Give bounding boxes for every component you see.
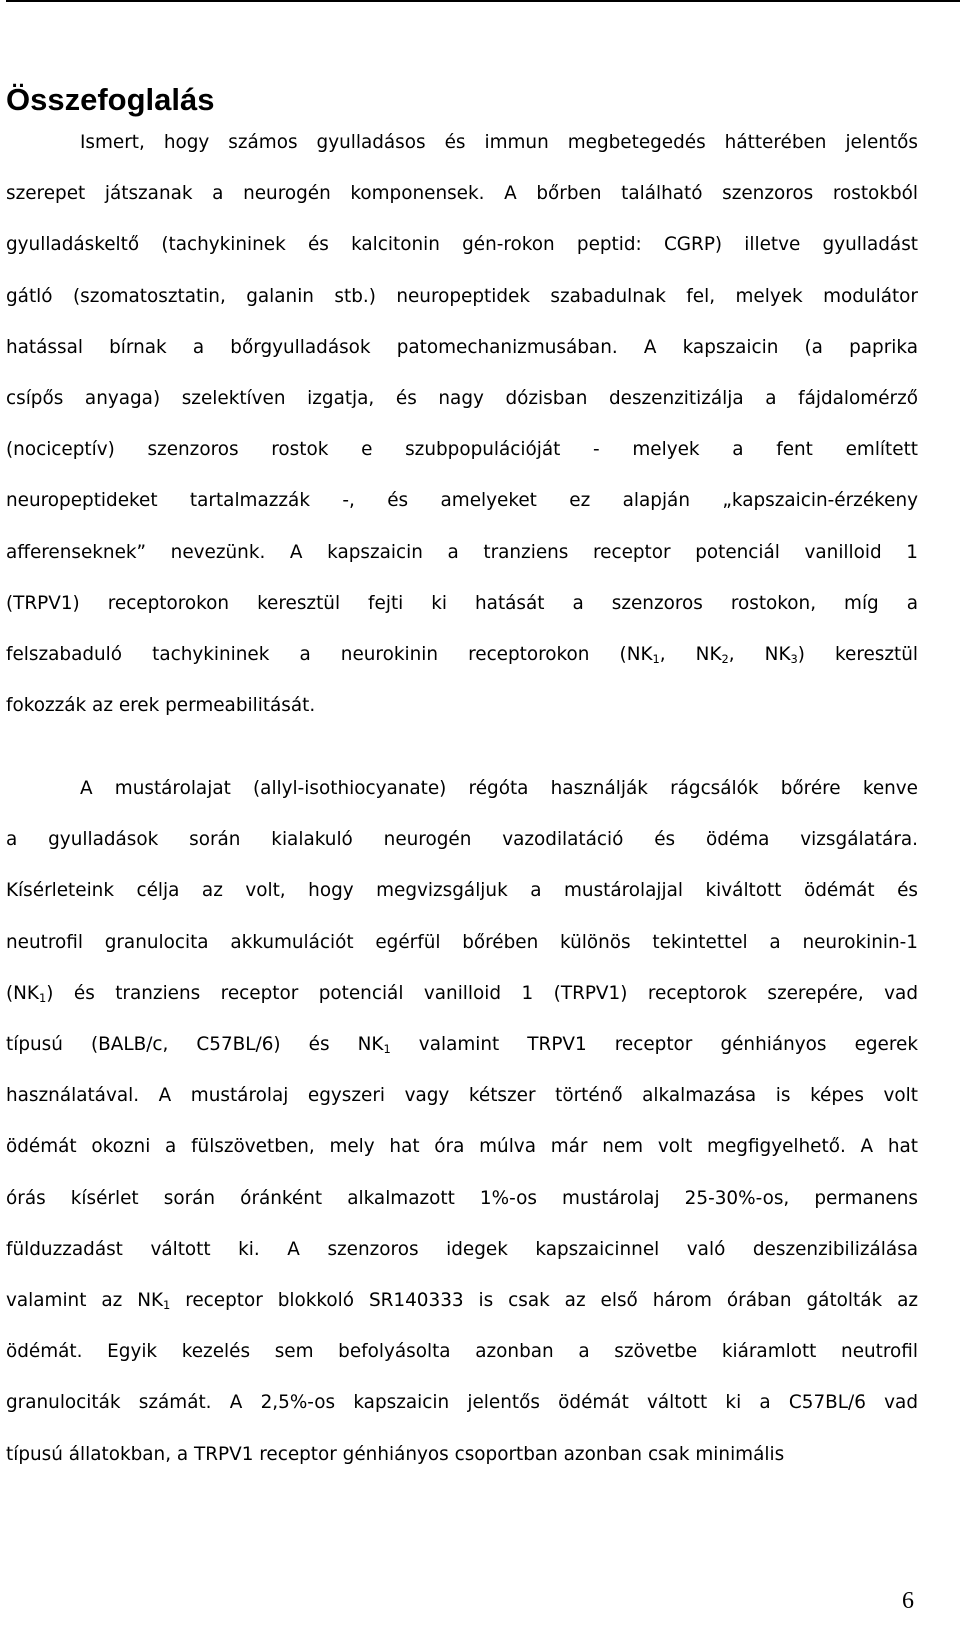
text-segment: , NK xyxy=(728,644,791,666)
text-line xyxy=(6,322,918,373)
text-segment: Kísérleteink célja az volt, hogy megvizsgáljuk a mustárolajjal kiváltott ödémát és xyxy=(6,880,918,902)
text-segment: (TRPV1) receptorokon keresztül fejti ki hatását a szenzoros rostokon, míg a xyxy=(6,592,918,614)
text-line xyxy=(6,865,918,916)
text-segment: neuropeptideket tartalmazzák -, és amelyeket ez alapján „kapszaicin-érzékeny xyxy=(6,490,918,512)
text-line xyxy=(6,219,918,270)
text-segment: ödémát. Egyik kezelés sem befolyásolta azonban a szövetbe kiáramlott neutrofil xyxy=(6,1341,918,1363)
text-line xyxy=(6,271,918,322)
text-line xyxy=(6,763,918,814)
text-segment: neutrofil granulocita akkumulációt egérfül bőrében különös tekintettel a neurokinin-1 xyxy=(6,931,918,953)
text-line xyxy=(6,1173,918,1224)
text-segment: órás kísérlet során óránként alkalmazott 1%-os mustárolaj 25-30%-os, permanens xyxy=(6,1187,918,1209)
text-segment: szerepet játszanak a neurogén komponensek. A bőrben található szenzoros rostokból xyxy=(6,183,918,205)
text-segment: afferenseknek” nevezünk. A kapszaicin a tranziens receptor potenciál vanilloid 1 xyxy=(6,541,918,563)
text-line xyxy=(6,475,918,526)
text-line xyxy=(6,629,918,680)
page-title: Összefoglalás xyxy=(6,82,215,117)
text-line xyxy=(6,1429,918,1480)
text-line xyxy=(6,1377,918,1428)
text-line xyxy=(6,1275,918,1326)
text-line xyxy=(6,1121,918,1172)
text-segment: (NK xyxy=(6,982,39,1004)
text-segment: ) és tranziens receptor potenciál vanilloid 1 (TRPV1) receptorok szerepére, vad xyxy=(46,982,918,1004)
text-line xyxy=(6,968,918,1019)
text-segment: gyulladáskeltő (tachykininek és kalcitonin gén-rokon peptid: CGRP) illetve gyulladást xyxy=(6,234,918,256)
text-line xyxy=(6,680,918,731)
text-segment: fokozzák az erek permeabilitását. xyxy=(6,695,316,717)
text-line xyxy=(6,814,918,865)
text-line xyxy=(6,578,918,629)
subscript: 1 xyxy=(39,990,47,1005)
subscript: 1 xyxy=(652,651,660,666)
text-line xyxy=(6,168,918,219)
text-segment: receptor blokkoló SR140333 is csak az első három órában gátolták az xyxy=(170,1290,918,1312)
text-segment: valamint TRPV1 receptor génhiányos egerek xyxy=(390,1034,918,1056)
text-segment: típusú (BALB/c, C57BL/6) és NK xyxy=(6,1034,384,1056)
text-line xyxy=(6,1224,918,1275)
text-segment: ödémát okozni a fülszövetben, mely hat óra múlva már nem volt megfigyelhető. A hat xyxy=(6,1136,918,1158)
text-line xyxy=(6,424,918,475)
text-segment: fülduzzadást váltott ki. A szenzoros idegek kapszaicinnel való deszenzibilizálása xyxy=(6,1238,918,1260)
paragraph-intro xyxy=(6,117,918,731)
text-segment: (nociceptív) szenzoros rostok e szubpopulációját - melyek a fent említett xyxy=(6,439,918,461)
subscript: 1 xyxy=(383,1041,391,1056)
text-segment: valamint az NK xyxy=(6,1290,164,1312)
text-line xyxy=(6,373,918,424)
text-segment: A mustárolajat (allyl-isothiocyanate) régóta használják rágcsálók bőrére kenve xyxy=(80,778,918,799)
text-line xyxy=(6,917,918,968)
text-line xyxy=(6,1019,918,1070)
text-segment: ) keresztül xyxy=(797,644,919,666)
text-line xyxy=(6,527,918,578)
subscript: 2 xyxy=(721,651,729,666)
paragraph-mustard xyxy=(6,763,918,1480)
text-segment: granulociták számát. A 2,5%-os kapszaicin jelentős ödémát váltott ki a C57BL/6 vad xyxy=(6,1392,918,1414)
text-segment: felszabaduló tachykininek a neurokinin receptorokon (NK xyxy=(6,644,653,666)
text-segment: használatával. A mustárolaj egyszeri vagy kétszer történő alkalmazása is képes volt xyxy=(6,1085,918,1107)
text-segment: Ismert, hogy számos gyulladásos és immun megbetegedés hátterében jelentős xyxy=(80,132,918,153)
text-segment: típusú állatokban, a TRPV1 receptor génhiányos csoportban azonban csak minimális xyxy=(6,1443,785,1465)
text-line xyxy=(6,1070,918,1121)
text-segment: hatással bírnak a bőrgyulladások patomechanizmusában. A kapszaicin (a paprika xyxy=(6,336,918,358)
text-segment: gátló (szomatosztatin, galanin stb.) neuropeptidek szabadulnak fel, melyek modulátor xyxy=(6,285,918,307)
subscript: 1 xyxy=(163,1297,171,1312)
page-number: 6 xyxy=(902,1588,914,1614)
text-segment: csípős anyaga) szelektíven izgatja, és nagy dózisban deszenzitizálja a fájdalomérző xyxy=(6,388,918,410)
text-segment: a gyulladások során kialakuló neurogén vazodilatáció és ödéma vizsgálatára. xyxy=(6,829,918,851)
text-segment: , NK xyxy=(659,644,722,666)
subscript: 3 xyxy=(790,651,798,666)
text-line xyxy=(6,117,918,168)
text-line xyxy=(6,1326,918,1377)
top-rule xyxy=(6,0,960,2)
